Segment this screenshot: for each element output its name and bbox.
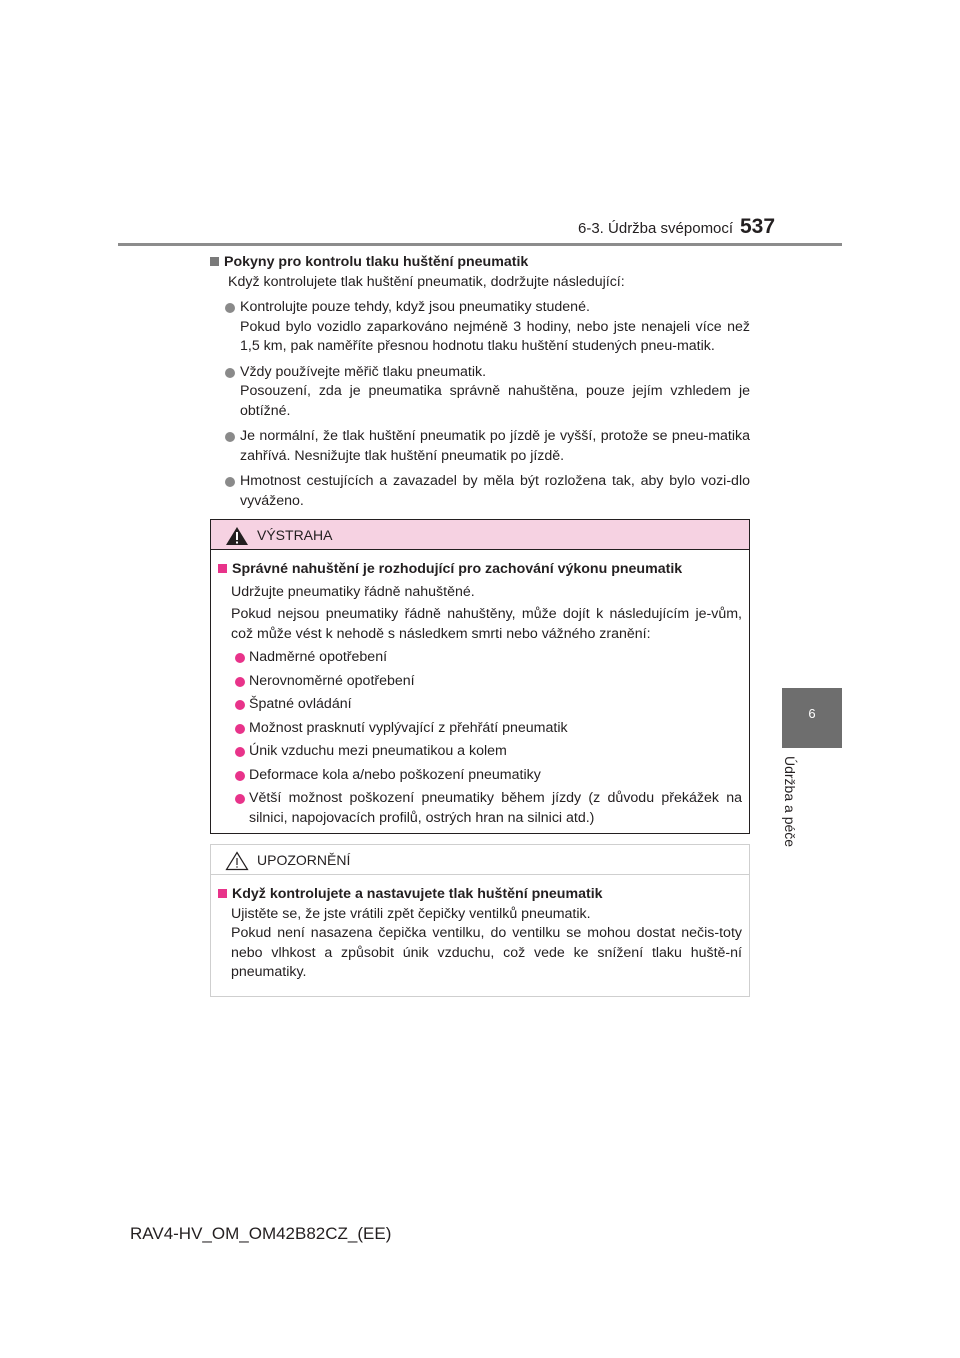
list-item: Možnost prasknutí vyplývající z přehřátí pneumatik xyxy=(218,719,742,739)
warning-box xyxy=(210,519,750,834)
warning-heading: Správné nahuštění je rozhodující pro zachování výkonu pneumatik xyxy=(218,560,742,580)
warning-title: VÝSTRAHA xyxy=(257,527,333,543)
list-item: Kontrolujte pouze tehdy, když jsou pneumatiky studené. Pokud bylo vozidlo zaparkováno nejméně 3 hodiny, nebo jste nenajeli více než 1,5 km, pak naměříte přesnou hodnotu tlaku huštění studených pneu-matik. xyxy=(210,298,750,357)
round-bullet-icon xyxy=(235,653,245,663)
list-item: Deformace kola a/nebo poškození pneumatiky xyxy=(218,766,742,786)
round-bullet-icon xyxy=(235,700,245,710)
round-bullet-icon xyxy=(225,477,235,487)
document-code: RAV4-HV_OM_OM42B82CZ_(EE) xyxy=(130,1224,392,1243)
round-bullet-icon xyxy=(225,303,235,313)
caution-triangle-icon xyxy=(225,851,249,871)
section-title: 6-3. Údržba svépomocí xyxy=(578,220,734,237)
caution-body xyxy=(211,875,749,983)
list-item: Je normální, že tlak huštění pneumatik po jízdě je vyšší, protože se pneu-matika zahřívá. Nesnižujte tlak huštění pneumatik po jízdě. xyxy=(210,427,750,466)
chapter-label: Údržba a péče xyxy=(782,756,798,848)
caution-text: Pokud není nasazena čepička ventilku, do ventilku se mohou dostat nečis-toty nebo vlhkost a způsobit únik vzduchu, což vede ke snížení tlaku huště-ní pneumatiky. xyxy=(231,925,742,980)
list-item: Vždy používejte měřič tlaku pneumatik. Posouzení, zda je pneumatika správně nahuštěna, pouze jejím vzhledem je obtížné. xyxy=(210,363,750,422)
warning-triangle-icon xyxy=(225,526,249,546)
list-item: Nerovnoměrné opotřebení xyxy=(218,672,742,692)
caution-heading: Když kontrolujete a nastavujete tlak huštění pneumatik xyxy=(218,885,742,905)
caution-title: UPOZORNĚNÍ xyxy=(257,852,351,868)
main-content xyxy=(210,253,750,511)
square-bullet-icon xyxy=(218,564,227,573)
round-bullet-icon xyxy=(235,677,245,687)
caution-text: Ujistěte se, že jste vrátili zpět čepičky ventilků pneumatik. xyxy=(231,905,591,922)
header-rule xyxy=(118,243,842,246)
round-bullet-icon xyxy=(225,368,235,378)
list-item: Špatné ovládání xyxy=(218,695,742,715)
square-bullet-icon xyxy=(218,889,227,898)
warning-header xyxy=(211,520,749,550)
section-heading: Pokyny pro kontrolu tlaku huštění pneumatik xyxy=(210,253,750,273)
page-number: 537 xyxy=(740,215,776,238)
list-item: Hmotnost cestujících a zavazadel by měla být rozložena tak, aby bylo vozi-dlo vyváženo. xyxy=(210,472,750,511)
chapter-number: 6 xyxy=(808,706,816,721)
warning-body xyxy=(211,550,749,828)
list-item: Únik vzduchu mezi pneumatikou a kolem xyxy=(218,742,742,762)
round-bullet-icon xyxy=(235,724,245,734)
round-bullet-icon xyxy=(235,771,245,781)
round-bullet-icon xyxy=(235,747,245,757)
warning-text: Pokud nejsou pneumatiky řádně nahuštěny, může dojít k následujícím je-vům, což může vést k nehodě s následkem smrti nebo vážného zranění: xyxy=(231,606,742,642)
square-bullet-icon xyxy=(210,257,219,266)
chapter-tab[interactable] xyxy=(782,688,842,748)
list-item: Nadměrné opotřebení xyxy=(218,648,742,668)
intro-text: Když kontrolujete tlak huštění pneumatik, dodržujte následující: xyxy=(228,273,625,290)
caution-header xyxy=(211,845,749,875)
caution-box xyxy=(210,844,750,997)
round-bullet-icon xyxy=(225,432,235,442)
list-item: Větší možnost poškození pneumatiky během jízdy (z důvodu překážek na silnici, napojovacích profilů, ostrých hran na silnici atd.) xyxy=(218,789,742,828)
round-bullet-icon xyxy=(235,794,245,804)
warning-text: Udržujte pneumatiky řádně nahuštěné. xyxy=(231,583,475,600)
